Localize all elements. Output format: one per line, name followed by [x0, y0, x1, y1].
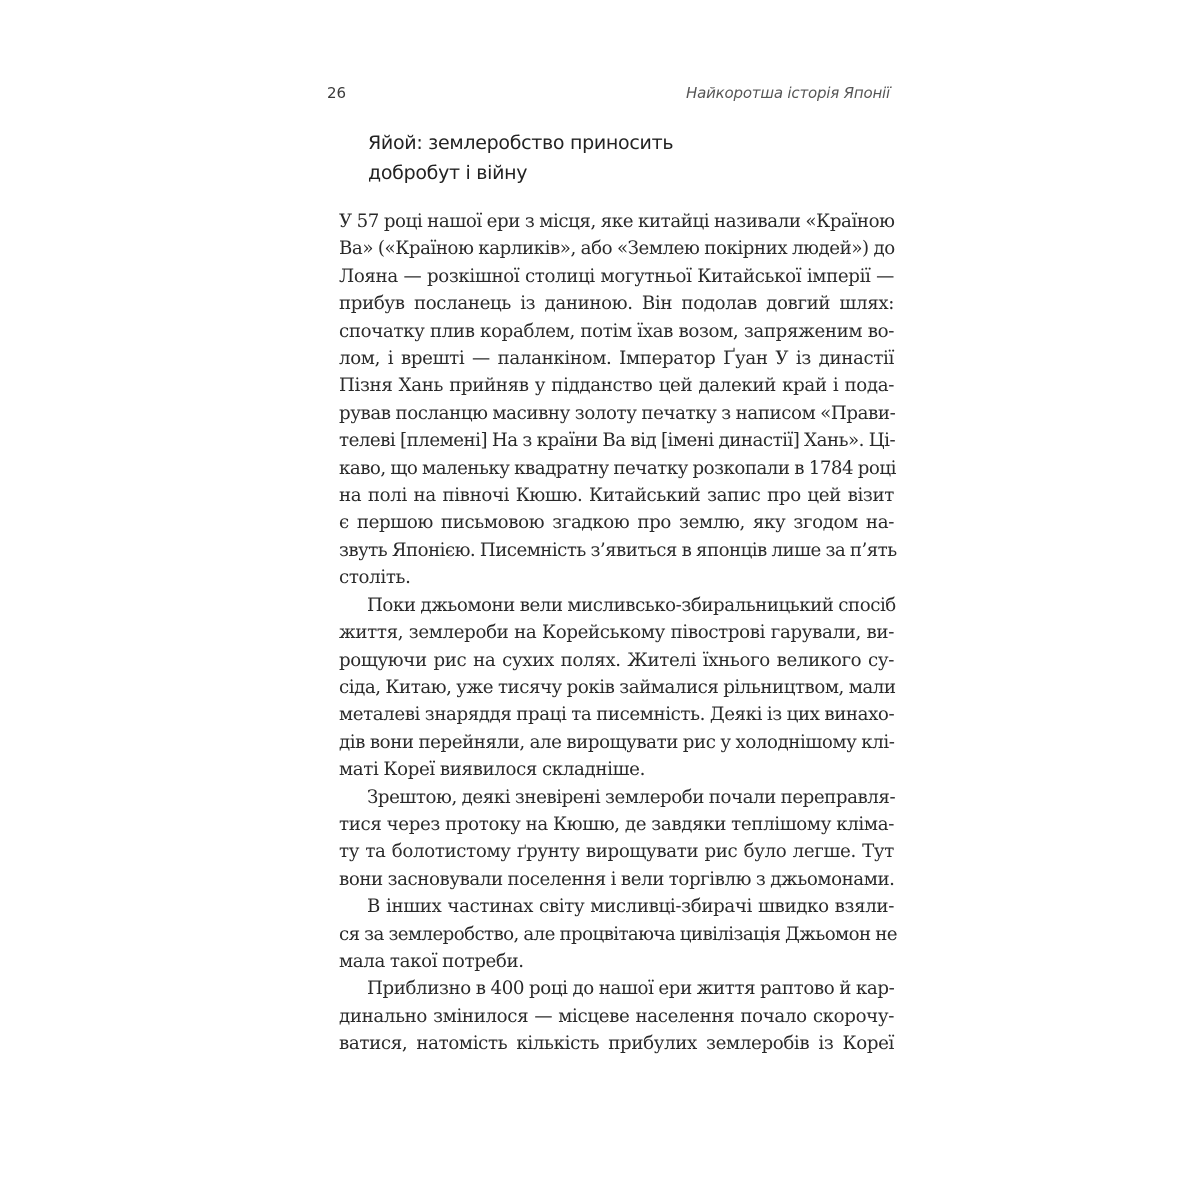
- text-line: століть.: [339, 567, 411, 589]
- text-line: лом, і врешті — паланкіном. Імператор Ґуан У із династії: [339, 348, 894, 370]
- text-line: ту та болотистому ґрунту вирощувати рис було легше. Тут: [339, 841, 894, 863]
- text-line: Лояна — розкішної столиці могутньої Китайської імперії —: [339, 265, 894, 287]
- text-line: спочатку плив кораблем, потім їхав возом, запряженим во-: [339, 320, 894, 342]
- heading-line: Яйой: землеробство приносить: [368, 132, 674, 154]
- text-line: Приблизно в 400 році до нашої ери життя раптово й кар-: [367, 978, 895, 1000]
- text-line: ся за землеробство, але процвітаюча цивілізація Джьомон не: [339, 923, 897, 945]
- paragraph: [339, 784, 894, 894]
- text-line: динально змінилося — місцеве населення почало скорочу-: [339, 1005, 894, 1027]
- text-line: телеві [племені] На з країни Ва від [імені династії] Хань». Ці-: [339, 430, 896, 452]
- text-line: маті Кореї виявилося складніше.: [339, 759, 646, 781]
- body-text: [339, 208, 897, 1058]
- text-line: У 57 році нашої ери з місця, яке китайці називали «Країною: [339, 211, 895, 232]
- paragraph: [339, 592, 894, 784]
- section-heading: [368, 128, 888, 188]
- paragraph: [339, 208, 897, 592]
- text-line: є першою письмовою згадкою про землю, яку згодом на-: [339, 512, 894, 534]
- page-number: 26: [327, 84, 347, 102]
- paragraph: [339, 975, 894, 1057]
- text-line: вони засновували поселення і вели торгівлю з джьомонами.: [339, 868, 895, 890]
- text-line: В інших частинах світу мисливці-збирачі швидко взяли-: [367, 896, 894, 918]
- text-line: життя, землероби на Корейському півострові гарували, ви-: [339, 622, 894, 644]
- text-line: рощуючи рис на сухих полях. Жителі їхнього великого су-: [339, 649, 894, 671]
- text-line: Зрештою, деякі зневірені землероби почали переправля-: [367, 786, 896, 808]
- text-line: Ва» («Країною карликів», або «Землею покірних людей») до: [339, 238, 895, 260]
- text-line: мала такої потреби.: [339, 950, 524, 972]
- text-line: прибув посланець із даниною. Він подолав довгий шлях:: [339, 293, 894, 315]
- text-line: Пізня Хань прийняв у підданство цей далекий край і пода-: [339, 375, 894, 397]
- text-line: каво, що маленьку квадратну печатку розкопали в 1784 році: [339, 457, 896, 479]
- text-line: на полі на півночі Кюшю. Китайський запис про цей візит: [339, 485, 894, 507]
- text-line: Поки джьомони вели мисливсько-збиральницький спосіб: [367, 594, 896, 616]
- text-line: металеві знаряддя праці та писемність. Деякі із цих винахо-: [339, 704, 895, 726]
- text-line: ватися, натомість кількість прибулих землеробів із Кореї: [339, 1033, 894, 1055]
- heading-line: добробут і війну: [368, 162, 528, 184]
- text-line: сіда, Китаю, уже тисячу років займалися рільництвом, мали: [339, 676, 896, 698]
- text-line: дів вони перейняли, але вирощувати рис у холоднішому клі-: [339, 731, 895, 753]
- text-line: звуть Японією. Писемність з’явиться в японців лише за п’ять: [339, 539, 897, 561]
- paragraph: [339, 893, 897, 975]
- text-line: рував посланцю масивну золоту печатку з написом «Прави-: [339, 402, 896, 424]
- running-title: Найкоротша історія Японії: [686, 84, 890, 102]
- text-line: тися через протоку на Кюшю, де завдяки теплішому кліма-: [339, 813, 894, 835]
